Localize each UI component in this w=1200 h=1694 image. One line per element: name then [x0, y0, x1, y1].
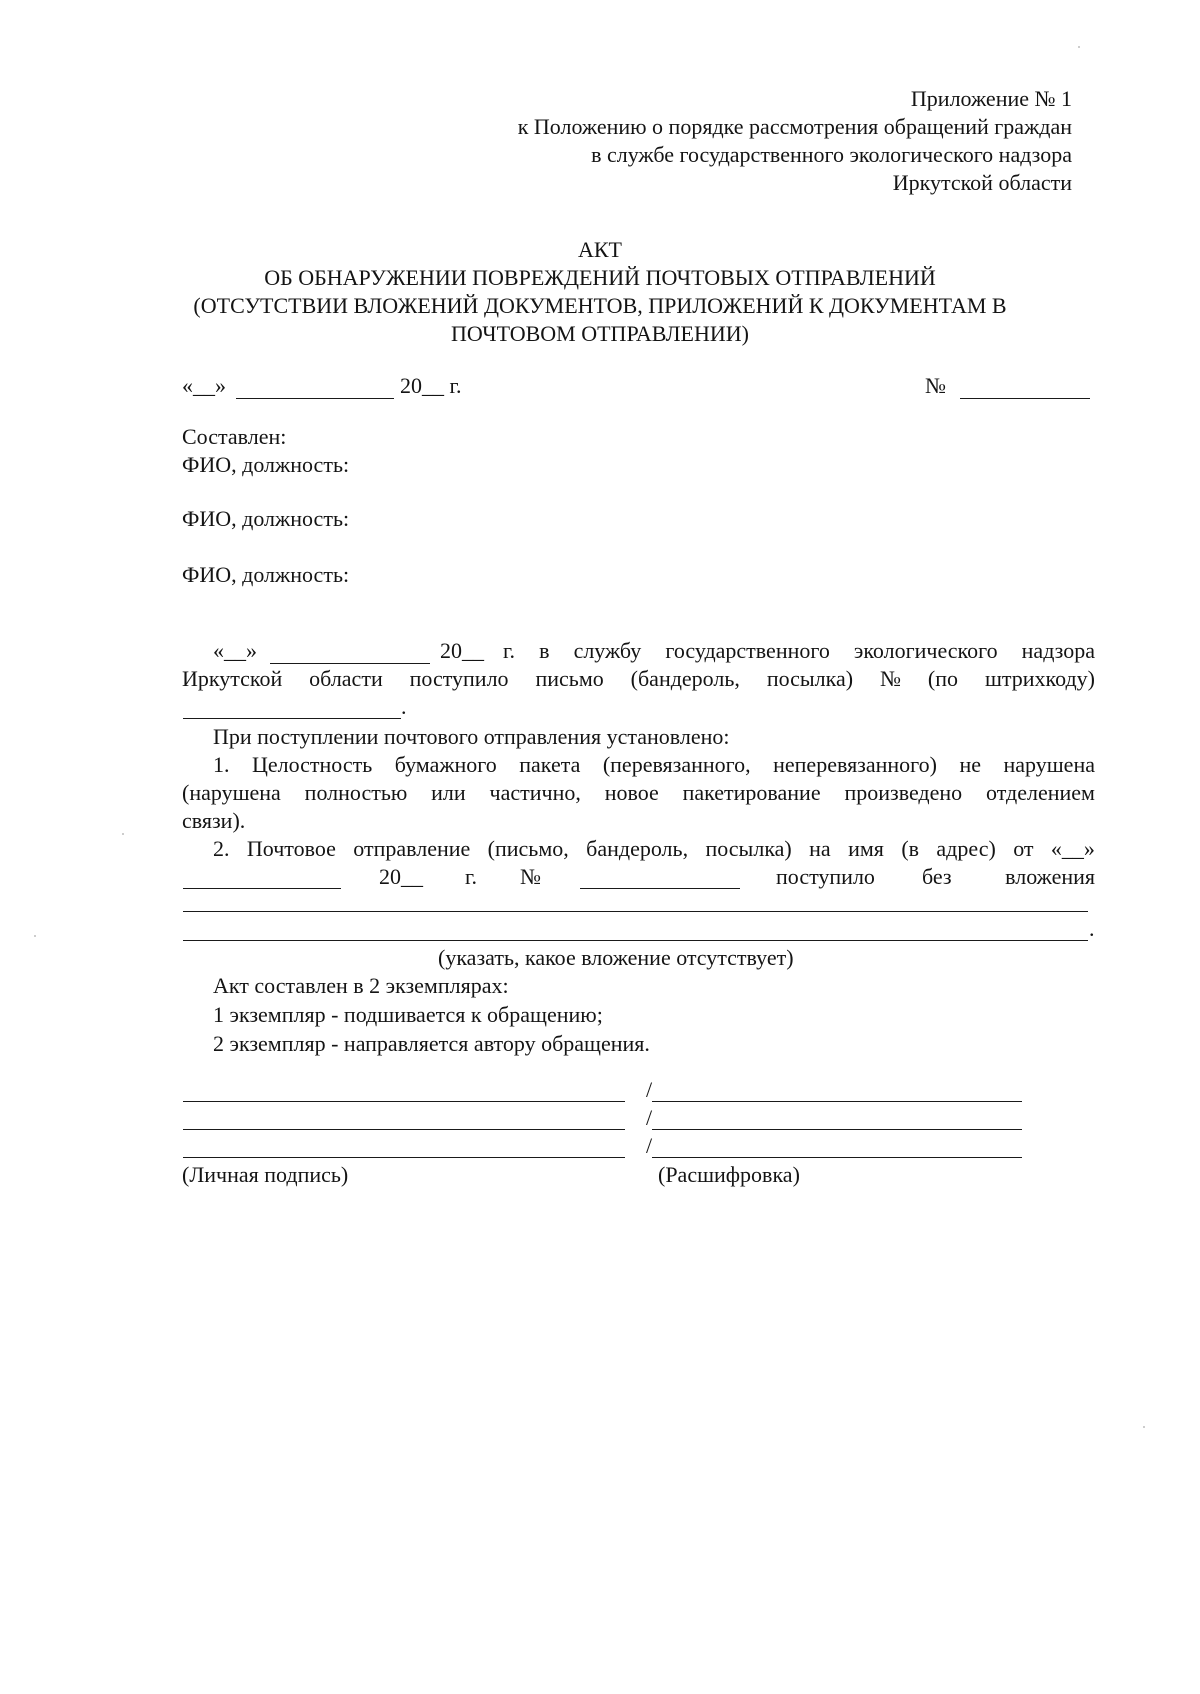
- established-heading: При поступлении почтового отправления установлено:: [213, 724, 730, 749]
- doc-title: АКТ: [578, 237, 622, 262]
- word: 2.: [213, 836, 230, 861]
- barcode-blank[interactable]: [183, 718, 401, 719]
- word: частично,: [489, 780, 581, 805]
- word: посылка): [766, 666, 854, 691]
- word: пакета: [519, 752, 581, 777]
- word: №: [880, 666, 902, 691]
- word: посылка): [705, 836, 792, 861]
- fio-field-3: ФИО, должность:: [182, 562, 350, 587]
- word: Почтовое: [246, 836, 336, 861]
- compiled-label: Составлен:: [182, 424, 287, 449]
- item1-line1: [213, 752, 1095, 778]
- fio-field-2: ФИО, должность:: [182, 506, 350, 531]
- word: полностью: [304, 780, 408, 805]
- word: (письмо,: [487, 836, 569, 861]
- decoding-caption: (Расшифровка): [658, 1162, 800, 1187]
- word: государственного: [665, 638, 830, 663]
- word: от: [1013, 836, 1034, 861]
- word: (в: [901, 836, 920, 861]
- date-month-blank[interactable]: [236, 398, 394, 399]
- decoding-line-2[interactable]: [652, 1129, 1022, 1130]
- word: (бандероль,: [630, 666, 740, 691]
- item1-line3: связи).: [182, 808, 246, 833]
- signature-slash-2: /: [646, 1105, 653, 1130]
- date-day: «__»: [182, 373, 226, 398]
- signature-line-3[interactable]: [183, 1157, 625, 1158]
- word: надзора: [1021, 638, 1095, 663]
- item2-month-blank[interactable]: [183, 888, 341, 889]
- signature-line-1[interactable]: [183, 1101, 625, 1102]
- appendix-regulation: к Положению о порядке рассмотрения обращений граждан: [517, 114, 1072, 139]
- word: пакетирование: [682, 780, 821, 805]
- appendix-region: Иркутской области: [892, 170, 1072, 195]
- missing-attachment-line1[interactable]: [183, 911, 1088, 912]
- scan-speck: [34, 935, 36, 937]
- doc-title-line3: (ОТСУТСТВИИ ВЛОЖЕНИЙ ДОКУМЕНТОВ, ПРИЛОЖЕНИЙ К ДОКУМЕНТАМ В: [193, 293, 1007, 318]
- receipt-text-line2: [182, 666, 1095, 692]
- signature-slash-3: /: [646, 1133, 653, 1158]
- appendix-number: Приложение № 1: [910, 86, 1072, 111]
- word: штрихкоду): [984, 666, 1095, 691]
- item2-number-blank[interactable]: [580, 888, 740, 889]
- word: (по: [927, 666, 959, 691]
- word: отправление: [353, 836, 471, 861]
- missing-attachment-period: .: [1089, 916, 1095, 941]
- word: бумажного: [394, 752, 497, 777]
- item2-attachment: вложения: [1005, 864, 1095, 889]
- date-year: 20__ г.: [400, 373, 462, 398]
- doc-title-line4: ПОЧТОВОМ ОТПРАВЛЕНИИ): [451, 321, 749, 346]
- doc-title-line2: ОБ ОБНАРУЖЕНИИ ПОВРЕЖДЕНИЙ ПОЧТОВЫХ ОТПРАВЛЕНИЙ: [264, 265, 936, 290]
- copies-heading: Акт составлен в 2 экземплярах:: [213, 973, 509, 998]
- signature-line-2[interactable]: [183, 1129, 625, 1130]
- item2-number-label: №: [520, 864, 541, 889]
- scan-speck: [1078, 46, 1080, 48]
- number-blank[interactable]: [960, 398, 1090, 399]
- word: Целостность: [251, 752, 373, 777]
- barcode-period: .: [401, 694, 407, 719]
- word: не: [959, 752, 982, 777]
- word: (перевязанного,: [602, 752, 751, 777]
- item2-received: поступило: [776, 864, 875, 889]
- scan-speck: [1143, 1426, 1145, 1428]
- word: имя: [848, 836, 884, 861]
- word: или: [431, 780, 466, 805]
- copy-1: 1 экземпляр - подшивается к обращению;: [213, 1002, 603, 1027]
- word: в: [539, 638, 550, 663]
- decoding-line-1[interactable]: [652, 1101, 1022, 1102]
- personal-signature-caption: (Личная подпись): [182, 1162, 349, 1187]
- item2-g: г.: [465, 864, 478, 889]
- receipt-day: «__»: [213, 638, 257, 663]
- word: (нарушена: [182, 780, 281, 805]
- word: Иркутской: [182, 666, 283, 691]
- receipt-year: 20__: [440, 638, 484, 663]
- word: произведено: [844, 780, 963, 805]
- word: письмо: [535, 666, 604, 691]
- copy-2: 2 экземпляр - направляется автору обращения.: [213, 1031, 650, 1056]
- word: нарушена: [1003, 752, 1095, 777]
- word: области: [309, 666, 383, 691]
- item1-line2: [182, 780, 1095, 806]
- number-label: №: [925, 373, 946, 398]
- item2-line1: [213, 836, 1095, 862]
- scan-speck: [122, 833, 124, 835]
- word: службу: [573, 638, 642, 663]
- word: отделением: [986, 780, 1095, 805]
- word: поступило: [409, 666, 509, 691]
- fio-field-1: ФИО, должность:: [182, 452, 350, 477]
- receipt-text-line1: [503, 638, 1095, 664]
- missing-attachment-caption: (указать, какое вложение отсутствует): [438, 945, 794, 970]
- missing-attachment-line2[interactable]: [183, 940, 1088, 941]
- word: неперевязанного): [773, 752, 937, 777]
- item2-without: без: [922, 864, 952, 889]
- word: адрес): [936, 836, 996, 861]
- word: «__»: [1050, 836, 1095, 861]
- decoding-line-3[interactable]: [652, 1157, 1022, 1158]
- appendix-service: в службе государственного экологического надзора: [591, 142, 1072, 167]
- word: 1.: [213, 752, 230, 777]
- word: на: [809, 836, 831, 861]
- word: бандероль,: [586, 836, 689, 861]
- item2-year: 20__: [379, 864, 423, 889]
- receipt-month-blank[interactable]: [270, 663, 430, 664]
- word: экологического: [853, 638, 998, 663]
- word: г.: [503, 638, 516, 663]
- signature-slash-1: /: [646, 1077, 653, 1102]
- word: новое: [604, 780, 659, 805]
